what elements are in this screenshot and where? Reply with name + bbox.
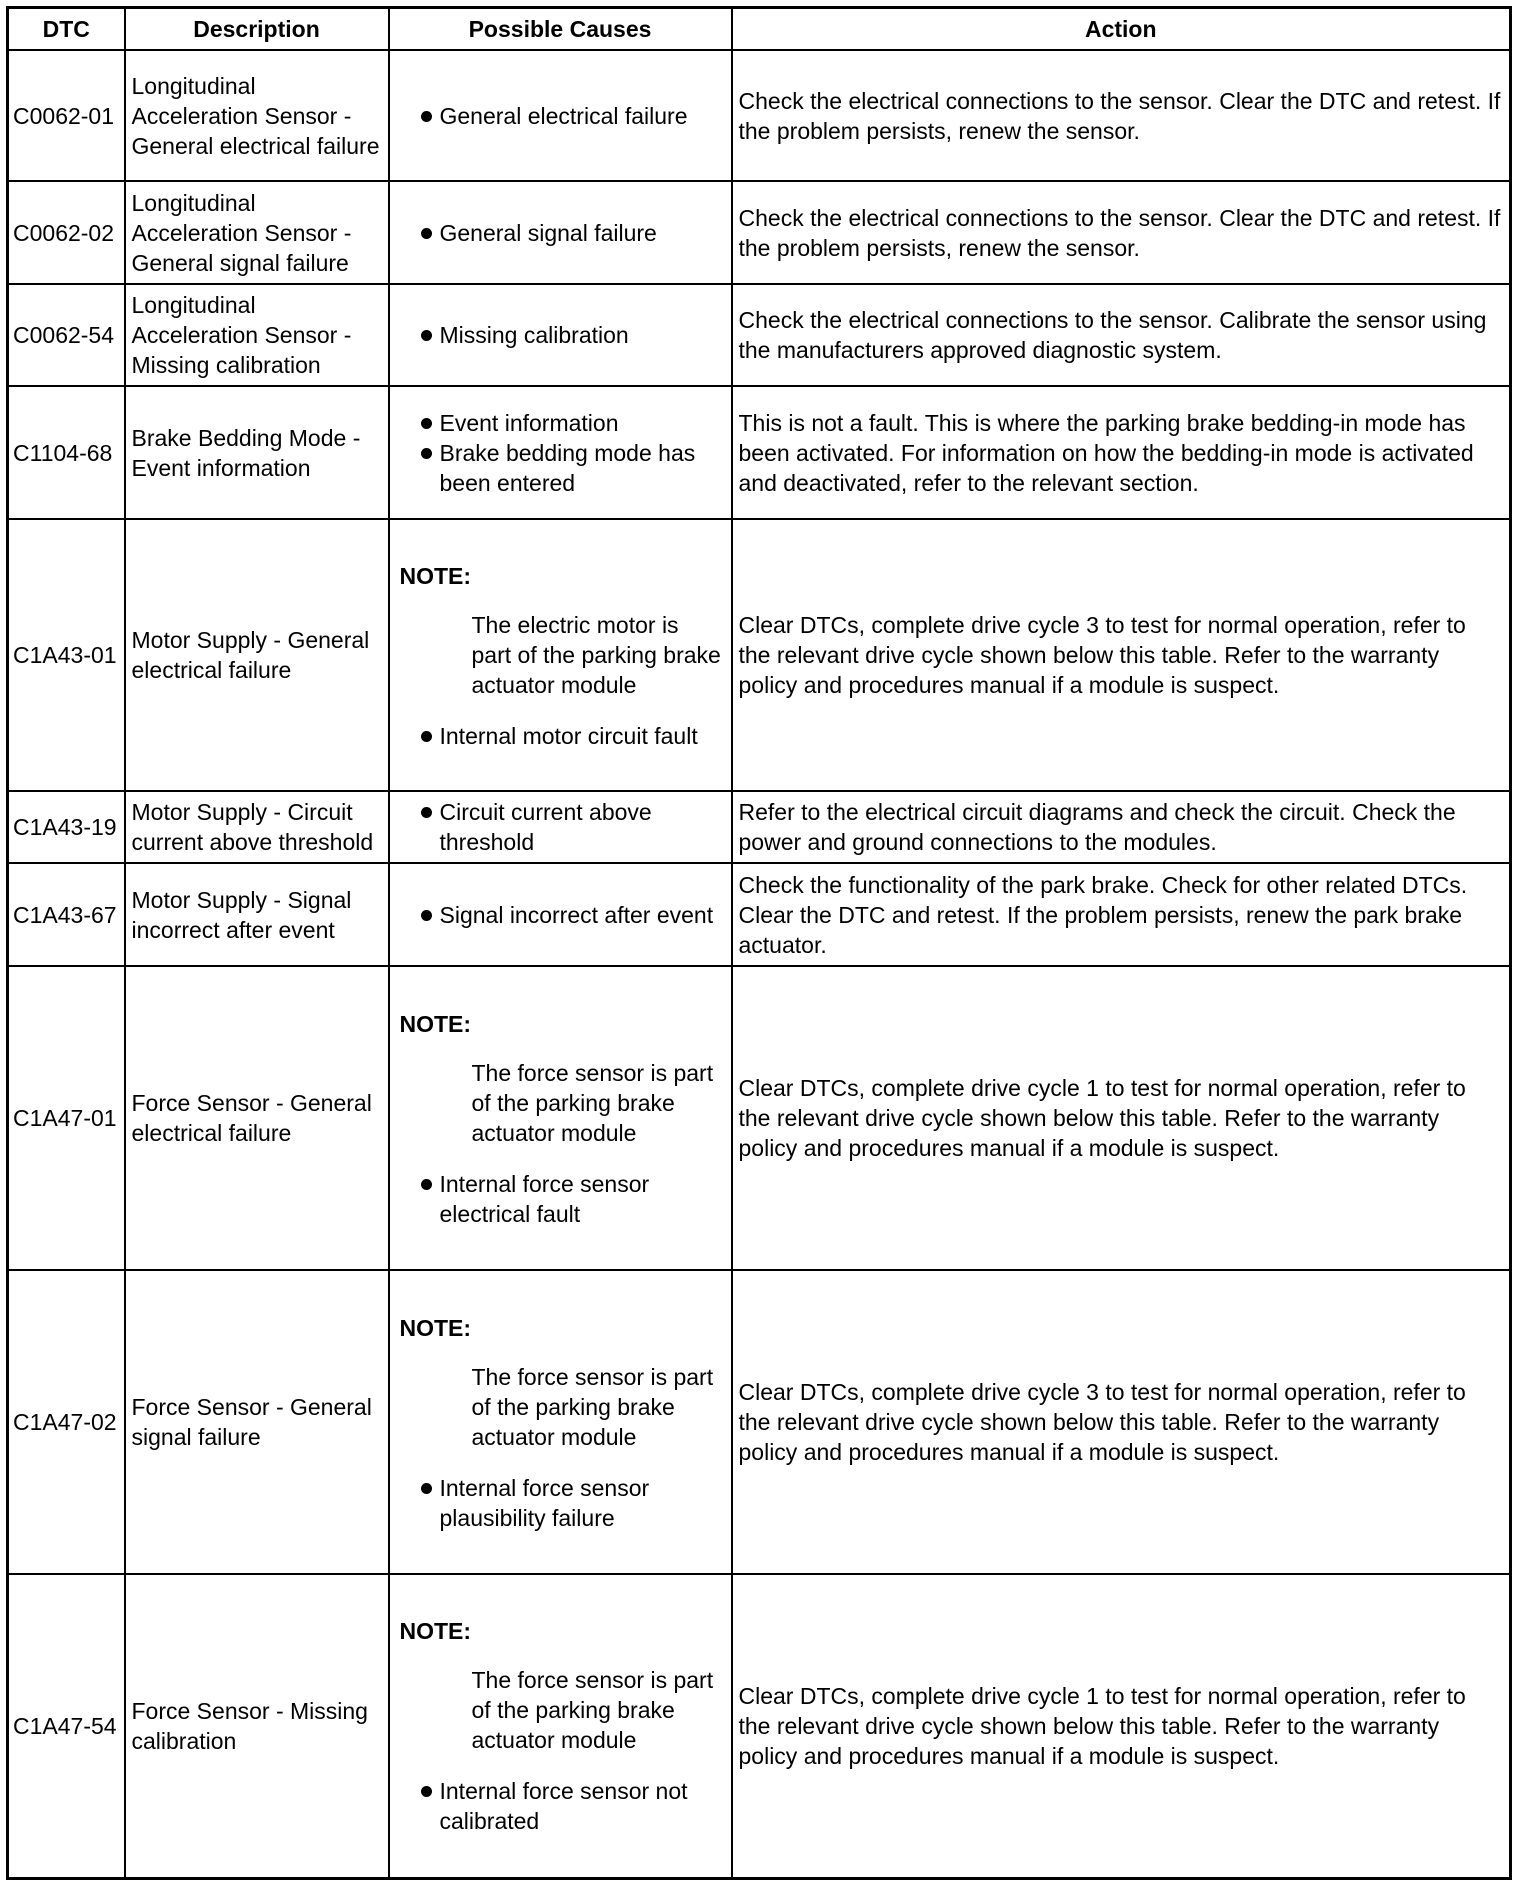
- dtc-description: Motor Supply - General electrical failure: [125, 519, 389, 791]
- note-label: NOTE:: [399, 1618, 472, 1645]
- table-row: [8, 863, 1511, 966]
- cause-item: Internal force sensor not calibrated: [400, 1776, 723, 1836]
- dtc-code: C1A47-02: [8, 1270, 125, 1574]
- dtc-code: C0062-54: [8, 284, 125, 386]
- dtc-code: C0062-02: [8, 181, 125, 284]
- note-text: The electric motor is part of the parking brake actuator module: [471, 611, 721, 698]
- cause-item: Internal force sensor electrical fault: [400, 1169, 723, 1229]
- table-row: [8, 966, 1511, 1270]
- dtc-code: C1A47-54: [8, 1574, 125, 1878]
- dtc-code: C0062-01: [8, 50, 125, 181]
- header-possible-causes: Possible Causes: [389, 8, 732, 51]
- possible-causes: [389, 284, 732, 386]
- note-label: NOTE:: [399, 1010, 472, 1037]
- dtc-action: Check the electrical connections to the sensor. Clear the DTC and retest. If the problem persists, renew the sensor.: [732, 181, 1511, 284]
- note-text: The force sensor is part of the parking brake actuator module: [471, 1059, 714, 1146]
- dtc-code: C1A43-19: [8, 791, 125, 863]
- cause-item: Internal motor circuit fault: [400, 721, 723, 751]
- dtc-description: Longitudinal Acceleration Sensor - Missing calibration: [125, 284, 389, 386]
- dtc-action: Clear DTCs, complete drive cycle 1 to test for normal operation, refer to the relevant drive cycle shown below this table. Refer to the warranty policy and procedures manual if a module is suspect.: [732, 1574, 1511, 1878]
- cause-item: Missing calibration: [400, 320, 723, 350]
- dtc-action: Clear DTCs, complete drive cycle 3 to test for normal operation, refer to the relevant drive cycle shown below this table. Refer to the warranty policy and procedures manual if a module is suspect.: [732, 1270, 1511, 1574]
- cause-item: Internal force sensor plausibility failure: [400, 1473, 723, 1533]
- dtc-code: C1104-68: [8, 386, 125, 519]
- possible-causes: [389, 1574, 732, 1878]
- possible-causes: [389, 966, 732, 1270]
- table-row: [8, 181, 1511, 284]
- dtc-table: [6, 6, 1512, 1880]
- dtc-code: C1A47-01: [8, 966, 125, 1270]
- possible-causes: [389, 519, 732, 791]
- dtc-action: Check the functionality of the park brake. Check for other related DTCs. Clear the DTC and retest. If the problem persists, renew the park brake actuator.: [732, 863, 1511, 966]
- table-row: [8, 1270, 1511, 1574]
- dtc-action: Clear DTCs, complete drive cycle 1 to test for normal operation, refer to the relevant drive cycle shown below this table. Refer to the warranty policy and procedures manual if a module is suspect.: [732, 966, 1511, 1270]
- table-row: [8, 50, 1511, 181]
- dtc-description: Motor Supply - Circuit current above threshold: [125, 791, 389, 863]
- table-row: [8, 284, 1511, 386]
- dtc-action: Refer to the electrical circuit diagrams and check the circuit. Check the power and ground connections to the modules.: [732, 791, 1511, 863]
- cause-item: Signal incorrect after event: [400, 900, 723, 930]
- header-action: Action: [732, 8, 1511, 51]
- table-row: [8, 791, 1511, 863]
- table-row: [8, 1574, 1511, 1878]
- dtc-code: C1A43-67: [8, 863, 125, 966]
- note-text: The force sensor is part of the parking brake actuator module: [471, 1363, 714, 1450]
- possible-causes: [389, 791, 732, 863]
- cause-item: Event information: [400, 408, 723, 438]
- dtc-action: Clear DTCs, complete drive cycle 3 to test for normal operation, refer to the relevant drive cycle shown below this table. Refer to the warranty policy and procedures manual if a module is suspect.: [732, 519, 1511, 791]
- dtc-action: Check the electrical connections to the sensor. Clear the DTC and retest. If the problem persists, renew the sensor.: [732, 50, 1511, 181]
- dtc-action: This is not a fault. This is where the parking brake bedding-in mode has been activated. For information on how the bedding-in mode is activated and deactivated, refer to the relevant section.: [732, 386, 1511, 519]
- note-label: NOTE:: [399, 562, 472, 589]
- cause-item: Circuit current above threshold: [400, 797, 723, 857]
- cause-item: General signal failure: [400, 218, 723, 248]
- dtc-description: Motor Supply - Signal incorrect after event: [125, 863, 389, 966]
- possible-causes: [389, 386, 732, 519]
- note-text: The force sensor is part of the parking brake actuator module: [471, 1667, 714, 1754]
- header-description: Description: [125, 8, 389, 51]
- dtc-action: Check the electrical connections to the sensor. Calibrate the sensor using the manufacturers approved diagnostic system.: [732, 284, 1511, 386]
- dtc-description: Longitudinal Acceleration Sensor - General electrical failure: [125, 50, 389, 181]
- possible-causes: [389, 863, 732, 966]
- dtc-description: Brake Bedding Mode - Event information: [125, 386, 389, 519]
- header-dtc: DTC: [8, 8, 125, 51]
- dtc-description: Force Sensor - General electrical failure: [125, 966, 389, 1270]
- table-row: [8, 519, 1511, 791]
- dtc-code: C1A43-01: [8, 519, 125, 791]
- note-label: NOTE:: [399, 1314, 472, 1341]
- possible-causes: [389, 50, 732, 181]
- dtc-description: Force Sensor - General signal failure: [125, 1270, 389, 1574]
- table-header-row: [8, 8, 1511, 51]
- cause-item: General electrical failure: [400, 101, 723, 131]
- dtc-description: Force Sensor - Missing calibration: [125, 1574, 389, 1878]
- table-row: [8, 386, 1511, 519]
- cause-item: Brake bedding mode has been entered: [400, 438, 723, 498]
- dtc-description: Longitudinal Acceleration Sensor - General signal failure: [125, 181, 389, 284]
- possible-causes: [389, 181, 732, 284]
- possible-causes: [389, 1270, 732, 1574]
